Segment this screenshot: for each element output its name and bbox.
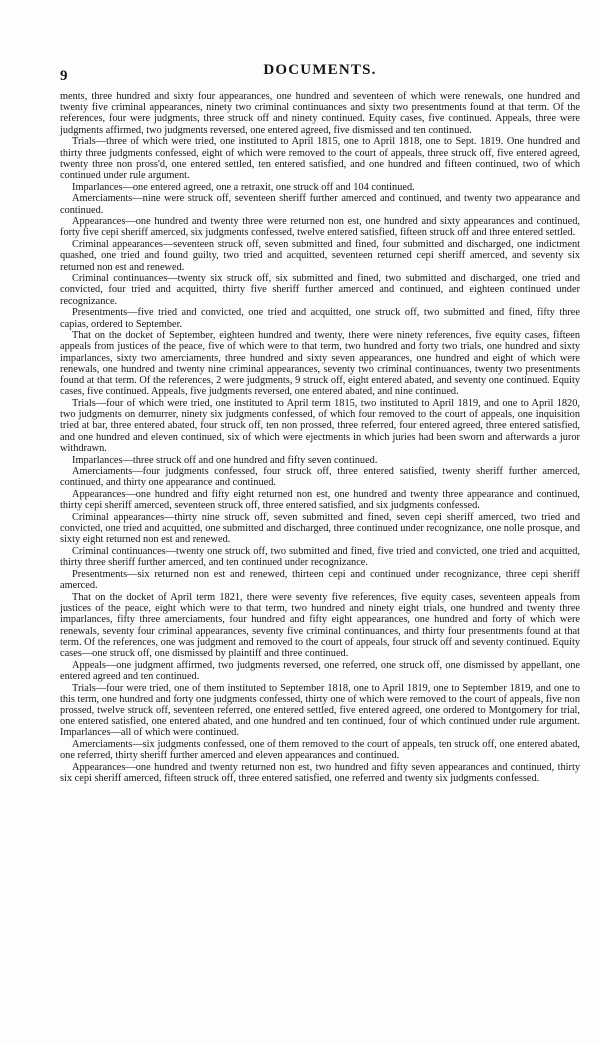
paragraph: That on the docket of April term 1821, there were seventy five references, five equity cases, seventeen appeals from justices of the peace, eight which were to that term, two hundred and ninety eight trials, one hundred and twenty three imparlances, fifty three amerciaments, four hundred and fifty eight appearances, one hundred and forty of which were renewals, seventy four criminal appearances, seventy five criminal continuances, and thirty four presentments found at that term. Of the references, one was judgment and removed to the court of appeals, four struck off and seventy continued. Equity cases—one struck off, one dismissed by plaintiff and three continued. [60, 591, 580, 659]
paragraph: Appeals—one judgment affirmed, two judgments reversed, one referred, one struck off, one dismissed by appellant, one entered agreed and ten continued. [60, 659, 580, 682]
paragraph: Trials—three of which were tried, one instituted to April 1815, one to April 1818, one to Sept. 1819. One hundred and thirty three judgments confessed, eight of which were removed to the court of appeals, three struck off, five entered agreed, twenty three non pross'd, one entered settled, ten entered satisfied, and one hundred and fifteen continued, two of which continued under rule argument. [60, 136, 580, 181]
paragraph: Imparlances—one entered agreed, one a retraxit, one struck off and 104 continued. [72, 181, 415, 193]
paragraph: Trials—four were tried, one of them instituted to September 1818, one to April 1819, one to September 1819, and one to this term, one hundred and forty one judgments confessed, thirty one of which were removed to the court of appeals, five non prossed, twelve struck off, seventeen referred, one entered settled, five entered agreed, one ordered to Montgomery for trial, one entered satisfied, one entered abated, and one hundred and ten continued, four of which continued under rule argument. Imparlances—all of which were continued. [60, 682, 580, 739]
paragraph: Criminal continuances—twenty six struck off, six submitted and fined, two submitted and discharged, one tried and convicted, four tried and acquitted, thirty five sheriff further amerced and continued, and eighteen continued under recognizance. [60, 273, 580, 307]
paragraph: Criminal continuances—twenty one struck off, two submitted and fined, five tried and convicted, one tried and acquitted, thirty three sheriff further amerced, and ten continued under recognizance. [60, 546, 580, 569]
paragraph: Appearances—one hundred and twenty three were returned non est, one hundred and sixty appearances and continued, forty five cepi sheriff amerced, six judgments confessed, twelve entered satisfied, fifteen struck off and three entered settled. [60, 216, 580, 239]
paragraph: ments, three hundred and sixty four appearances, one hundred and seventeen of which were renewals, one hundred and twenty five criminal appearances, ninety two criminal continuances and sixty two presentments found at that term. Of the references, four were judgments, three struck off and ninety continued. Equity cases, five continued. Appeals, three were judgments affirmed, two judgments reversed, one entered agreed, five dismissed and ten continued. [60, 91, 580, 136]
paragraph: Trials—four of which were tried, one instituted to April term 1815, two instituted to April 1819, and one to April 1820, two judgments on demurrer, ninety six judgments confessed, of which four removed to the court of appeals, one inquisition tried at bar, three entered abated, four struck off, ten non prossed, three referred, four entered agreed, three entered satisfied, and one hundred and eleven continued, six of which were ejectments in which juries had been sworn and afterwards a juror withdrawn. [60, 397, 580, 454]
paragraph: Imparlances—three struck off and one hundred and fifty seven continued. [72, 454, 378, 466]
page-header [60, 62, 580, 82]
paragraph: Appearances—one hundred and twenty returned non est, two hundred and fifty seven appearances and continued, thirty six cepi sheriff amerced, fifteen struck off, three entered satisfied, one referred and twenty six judgments confessed. [60, 761, 580, 785]
page-number: 9 [60, 68, 68, 84]
paragraph: Amerciaments—nine were struck off, seventeen sheriff further amerced and continued, and twenty two appearance and continued. [60, 193, 580, 216]
paragraph: Amerciaments—six judgments confessed, one of them removed to the court of appeals, ten struck off, one entered abated, one referred, thirty sheriff further amerced and eleven appearances and continued. [60, 739, 580, 762]
paragraph: Criminal appearances—seventeen struck off, seven submitted and fined, four submitted and discharged, one indictment quashed, one tried and found guilty, two tried and acquitted, seventeen returned cepi sheriff amerced, and seventy six returned non est and renewed. [60, 239, 580, 273]
running-title: DOCUMENTS. [263, 62, 377, 78]
paragraph: Amerciaments—four judgments confessed, four struck off, three entered satisfied, twenty sheriff further amerced, continued, and thirty one appearance and continued. [60, 466, 580, 489]
body-text [60, 91, 580, 785]
paragraph: Presentments—five tried and convicted, one tried and acquitted, one struck off, two submitted and fined, fifty three capias, ordered to September. [60, 307, 580, 330]
paragraph: Presentments—six returned non est and renewed, thirteen cepi and continued under recognizance, three cepi sheriff amerced. [60, 569, 580, 592]
paragraph: Criminal appearances—thirty nine struck off, seven submitted and fined, seven cepi sheriff amerced, two tried and convicted, one tried and acquitted, one submitted and discharged, three continued under recognizance, one nolle prosque, and sixty eight returned non est and renewed. [60, 512, 580, 546]
paragraph: Appearances—one hundred and fifty eight returned non est, one hundred and twenty three appearance and continued, thirty cepi sheriff amerced, seventeen struck off, three entered satisfied, and six judgments confessed. [60, 489, 580, 512]
paragraph: That on the docket of September, eighteen hundred and twenty, there were ninety references, five equity cases, fifteen appeals from justices of the peace, five of which were to that term, two hundred and forty two trials, one hundred and sixty imparlances, sixty two amerciaments, three hundred and sixty seven appearances, one hundred and eight of which were renewals, one hundred and twenty nine criminal appearances, seventy two criminal continuances, twenty two presentments found at that term. Of the references, 2 were judgments, 9 struck off, eight entered abated, and seventy one continued. Equity cases, five continued. Appeals, five judgments reversed, one entered abated, and nine continued. [60, 330, 580, 398]
